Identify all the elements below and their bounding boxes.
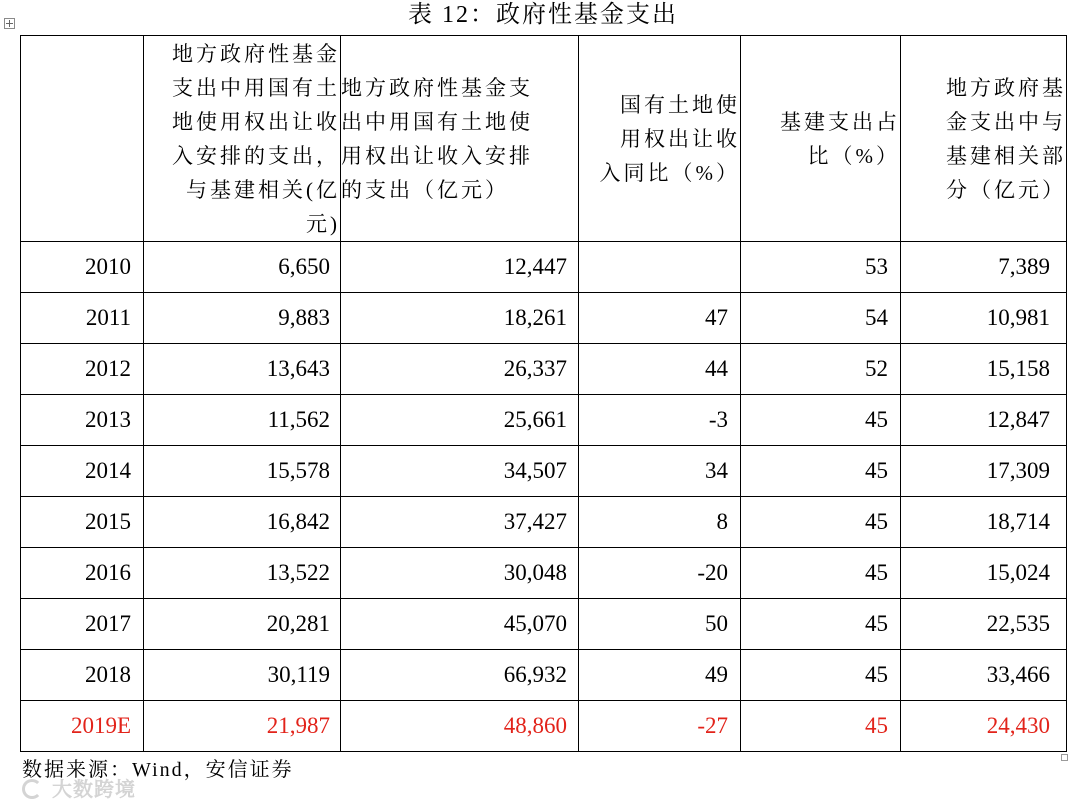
value-cell: 12,447 [341, 242, 579, 293]
value-cell: 45 [741, 650, 901, 701]
value-cell: -20 [579, 548, 741, 599]
value-cell: 45 [741, 395, 901, 446]
value-cell: 53 [741, 242, 901, 293]
header-cell-land-yoy [579, 36, 741, 242]
value-cell: 12,847 [901, 395, 1067, 446]
year-cell: 2012 [21, 344, 144, 395]
value-cell: 34 [579, 446, 741, 497]
value-cell: 44 [579, 344, 741, 395]
table-row [21, 701, 1067, 752]
value-cell: 33,466 [901, 650, 1067, 701]
value-cell: 52 [741, 344, 901, 395]
value-cell: 20,281 [144, 599, 341, 650]
year-cell: 2018 [21, 650, 144, 701]
year-cell: 2010 [21, 242, 144, 293]
value-cell: 15,024 [901, 548, 1067, 599]
value-cell: 45 [741, 446, 901, 497]
table-body [21, 242, 1067, 752]
header-line: 地方政府基 [946, 75, 1066, 100]
table-row [21, 293, 1067, 344]
value-cell: 18,261 [341, 293, 579, 344]
value-cell: 15,578 [144, 446, 341, 497]
header-line: 入同比（%） [599, 160, 740, 185]
header-line: 比（%） [807, 143, 900, 168]
header-line: 与基建相关(亿 [186, 177, 340, 202]
table-header-row [21, 36, 1067, 242]
year-cell: 2015 [21, 497, 144, 548]
watermark-logo-icon [22, 779, 42, 799]
year-cell: 2019E [21, 701, 144, 752]
value-cell: -3 [579, 395, 741, 446]
value-cell: 50 [579, 599, 741, 650]
value-cell: 49 [579, 650, 741, 701]
value-cell: 21,987 [144, 701, 341, 752]
table-row [21, 344, 1067, 395]
value-cell: 45,070 [341, 599, 579, 650]
value-cell: 6,650 [144, 242, 341, 293]
header-line: 国有土地使 [620, 92, 740, 117]
value-cell: 48,860 [341, 701, 579, 752]
value-cell: -27 [579, 701, 741, 752]
table-row [21, 395, 1067, 446]
value-cell: 9,883 [144, 293, 341, 344]
header-line: 支出中用国有土 [172, 75, 340, 100]
value-cell: 13,522 [144, 548, 341, 599]
table-caption: 表 12：政府性基金支出 [408, 2, 678, 28]
data-source-note: 数据来源：Wind，安信证券 [22, 759, 294, 781]
year-cell: 2016 [21, 548, 144, 599]
header-line: 地使用权出让收 [172, 109, 340, 134]
year-cell: 2014 [21, 446, 144, 497]
table-resize-handle-icon[interactable] [1061, 754, 1068, 761]
value-cell: 18,714 [901, 497, 1067, 548]
value-cell: 17,309 [901, 446, 1067, 497]
value-cell: 30,119 [144, 650, 341, 701]
value-cell [579, 242, 741, 293]
value-cell: 16,842 [144, 497, 341, 548]
year-cell: 2013 [21, 395, 144, 446]
header-line: 的支出（亿元） [341, 177, 509, 202]
header-line: 基建相关部 [946, 143, 1066, 168]
header-line: 元) [306, 211, 340, 236]
year-cell: 2017 [21, 599, 144, 650]
value-cell: 54 [741, 293, 901, 344]
value-cell: 45 [741, 548, 901, 599]
header-cell-infra-share [741, 36, 901, 242]
table-move-handle-icon[interactable] [4, 18, 15, 29]
header-line: 出中用国有土地使 [341, 109, 533, 134]
table-row [21, 242, 1067, 293]
value-cell: 13,643 [144, 344, 341, 395]
header-cell-land-total [341, 36, 579, 242]
header-line: 金支出中与 [946, 109, 1066, 134]
header-line: 基建支出占 [780, 109, 900, 134]
header-cell-corner [21, 36, 144, 242]
header-line: 用权出让收入安排 [341, 143, 533, 168]
fund-expenditure-table [20, 35, 1067, 752]
value-cell: 7,389 [901, 242, 1067, 293]
value-cell: 26,337 [341, 344, 579, 395]
value-cell: 37,427 [341, 497, 579, 548]
table-row [21, 548, 1067, 599]
value-cell: 22,535 [901, 599, 1067, 650]
value-cell: 30,048 [341, 548, 579, 599]
value-cell: 47 [579, 293, 741, 344]
table-row [21, 497, 1067, 548]
header-line: 入安排的支出， [172, 143, 340, 168]
value-cell: 24,430 [901, 701, 1067, 752]
header-cell-infra-related [901, 36, 1067, 242]
value-cell: 45 [741, 497, 901, 548]
table-row [21, 599, 1067, 650]
value-cell: 15,158 [901, 344, 1067, 395]
table-row [21, 446, 1067, 497]
header-line: 分（亿元） [946, 177, 1066, 202]
header-cell-land-infra [144, 36, 341, 242]
value-cell: 34,507 [341, 446, 579, 497]
header-line: 用权出让收 [620, 126, 740, 151]
table-row [21, 650, 1067, 701]
header-line: 地方政府性基金 [172, 41, 340, 66]
value-cell: 25,661 [341, 395, 579, 446]
year-cell: 2011 [21, 293, 144, 344]
value-cell: 45 [741, 599, 901, 650]
value-cell: 8 [579, 497, 741, 548]
value-cell: 45 [741, 701, 901, 752]
value-cell: 66,932 [341, 650, 579, 701]
value-cell: 10,981 [901, 293, 1067, 344]
header-line: 地方政府性基金支 [341, 75, 533, 100]
watermark-text: 大数跨境 [52, 779, 136, 801]
value-cell: 11,562 [144, 395, 341, 446]
